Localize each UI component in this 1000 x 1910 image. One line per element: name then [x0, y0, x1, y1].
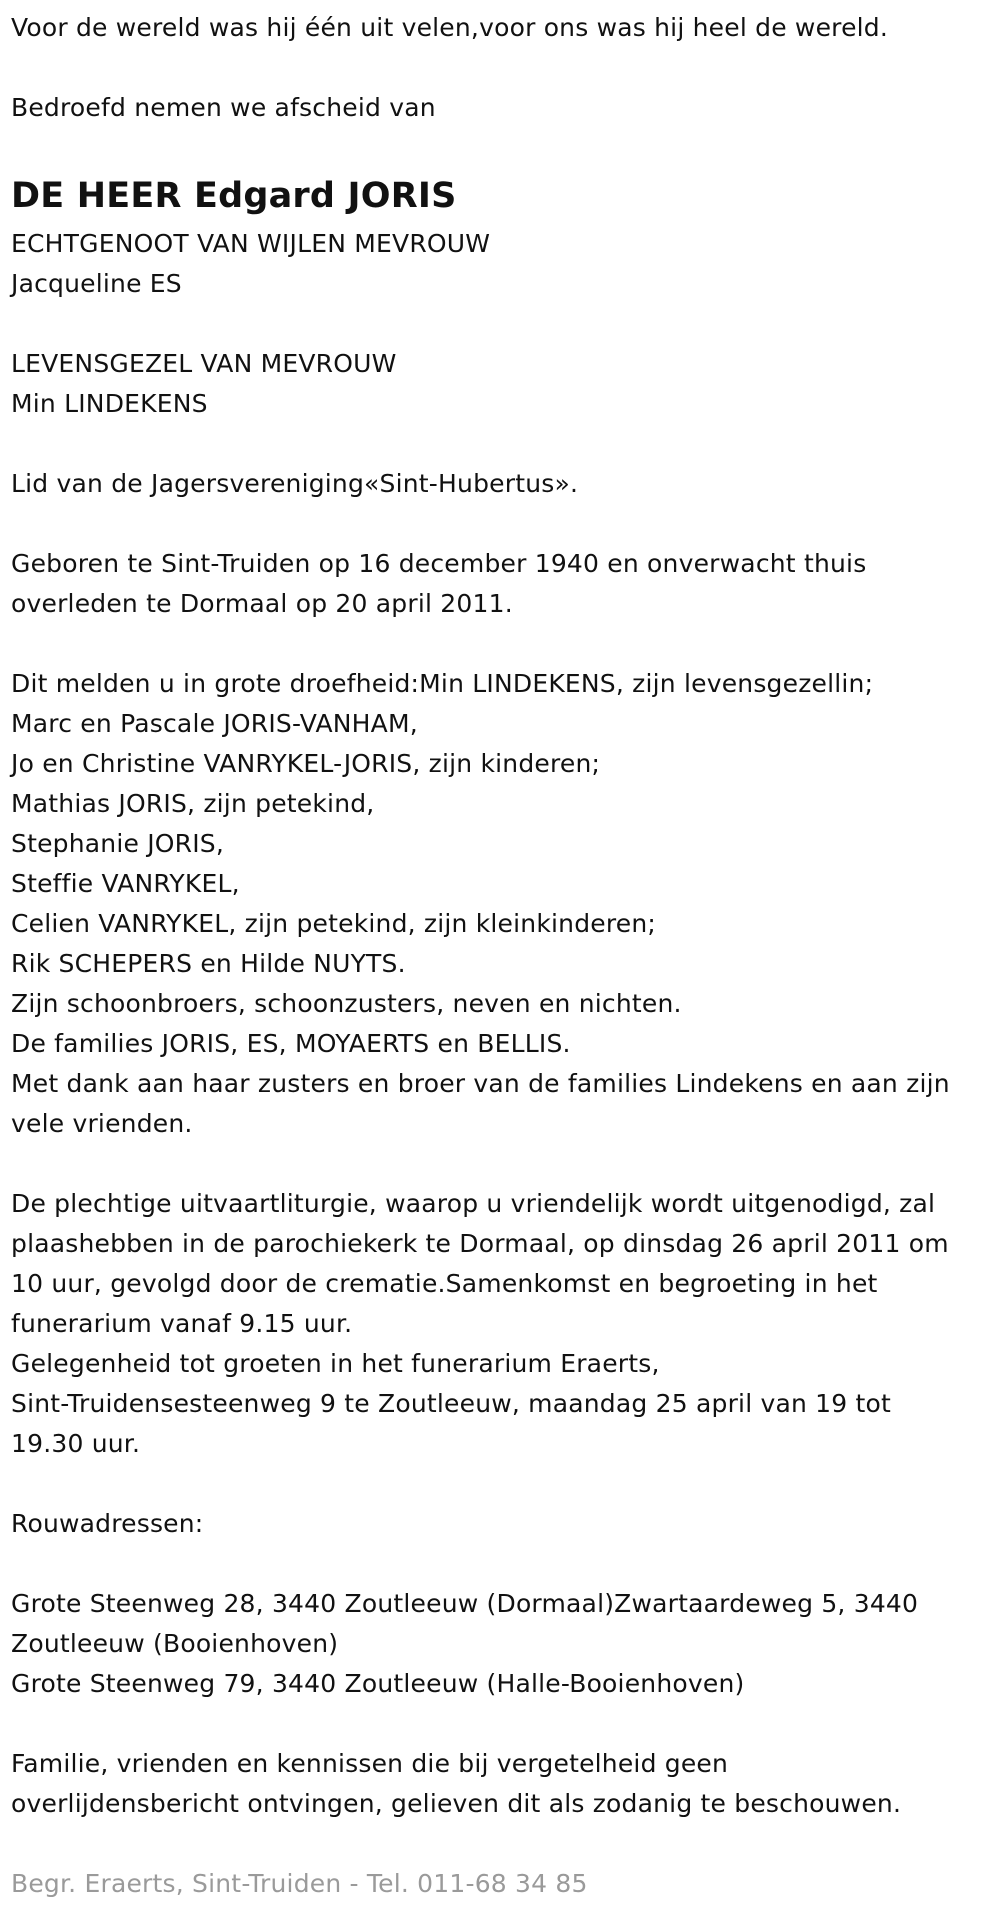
undertaker-footer: Begr. Eraerts, Sint-Truiden - Tel. 011-68 34 85 — [11, 1869, 588, 1898]
spacer — [11, 48, 1000, 88]
mourner-line: Dit melden u in grote droefheid:Min LINDEKENS, zijn levensgezellin; — [11, 669, 874, 698]
mourner-line: Zijn schoonbroers, schoonzusters, neven en nichten. — [11, 989, 682, 1018]
mourner-line: Rik SCHEPERS en Hilde NUYTS. — [11, 949, 406, 978]
ceremony-line: 10 uur, gevolgd door de crematie.Samenkomst en begroeting in het — [11, 1269, 878, 1298]
mourner-line: Jo en Christine VANRYKEL-JORIS, zijn kinderen; — [11, 749, 601, 778]
closing-line: Familie, vrienden en kennissen die bij vergetelheid geen — [11, 1749, 729, 1778]
ceremony-line: Sint-Truidensesteenweg 9 te Zoutleeuw, maandag 25 april van 19 tot — [11, 1389, 892, 1418]
motto: Voor de wereld was hij één uit velen,voor ons was hij heel de wereld. — [11, 13, 889, 42]
intro-text: Bedroefd nemen we afscheid van — [11, 93, 436, 122]
mourner-line: Celien VANRYKEL, zijn petekind, zijn kleinkinderen; — [11, 909, 657, 938]
spacer — [11, 304, 1000, 344]
address-line: Grote Steenweg 28, 3440 Zoutleeuw (Dormaal)Zwartaardeweg 5, 3440 — [11, 1589, 919, 1618]
spacer — [11, 1544, 1000, 1584]
ceremony-line: 19.30 uur. — [11, 1429, 141, 1458]
birth-death-line: overleden te Dormaal op 20 april 2011. — [11, 589, 513, 618]
spacer — [11, 504, 1000, 544]
spouse-title: ECHTGENOOT VAN WIJLEN MEVROUW — [11, 229, 491, 258]
mourner-line: De families JORIS, ES, MOYAERTS en BELLIS. — [11, 1029, 571, 1058]
spacer — [11, 1464, 1000, 1504]
spouse-name: Jacqueline ES — [11, 269, 182, 298]
address-line: Zoutleeuw (Booienhoven) — [11, 1629, 339, 1658]
mourner-line: vele vrienden. — [11, 1109, 193, 1138]
addresses-label: Rouwadressen: — [11, 1509, 204, 1538]
closing-line: overlijdensbericht ontvingen, gelieven dit als zodanig te beschouwen. — [11, 1789, 902, 1818]
mourner-line: Mathias JORIS, zijn petekind, — [11, 789, 375, 818]
mourner-line: Marc en Pascale JORIS-VANHAM, — [11, 709, 418, 738]
ceremony-line: De plechtige uitvaartliturgie, waarop u vriendelijk wordt uitgenodigd, zal — [11, 1189, 936, 1218]
birth-death-line: Geboren te Sint-Truiden op 16 december 1940 en onverwacht thuis — [11, 549, 867, 578]
membership: Lid van de Jagersvereniging«Sint-Hubertus». — [11, 469, 579, 498]
deceased-name: DE HEER Edgard JORIS — [11, 176, 457, 216]
ceremony-line: plaashebben in de parochiekerk te Dormaal, op dinsdag 26 april 2011 om — [11, 1229, 949, 1258]
ceremony-line: funerarium vanaf 9.15 uur. — [11, 1309, 353, 1338]
spacer — [11, 1824, 1000, 1864]
spacer — [11, 624, 1000, 664]
address-line: Grote Steenweg 79, 3440 Zoutleeuw (Halle-Booienhoven) — [11, 1669, 745, 1698]
mourner-line: Stephanie JORIS, — [11, 829, 225, 858]
mourner-line: Steffie VANRYKEL, — [11, 869, 240, 898]
ceremony-line: Gelegenheid tot groeten in het funerarium Eraerts, — [11, 1349, 660, 1378]
spacer — [11, 128, 1000, 168]
partner-name: Min LINDEKENS — [11, 389, 208, 418]
partner-title: LEVENSGEZEL VAN MEVROUW — [11, 349, 397, 378]
spacer — [11, 1144, 1000, 1184]
mourner-line: Met dank aan haar zusters en broer van de families Lindekens en aan zijn — [11, 1069, 950, 1098]
spacer — [11, 1704, 1000, 1744]
spacer — [11, 424, 1000, 464]
